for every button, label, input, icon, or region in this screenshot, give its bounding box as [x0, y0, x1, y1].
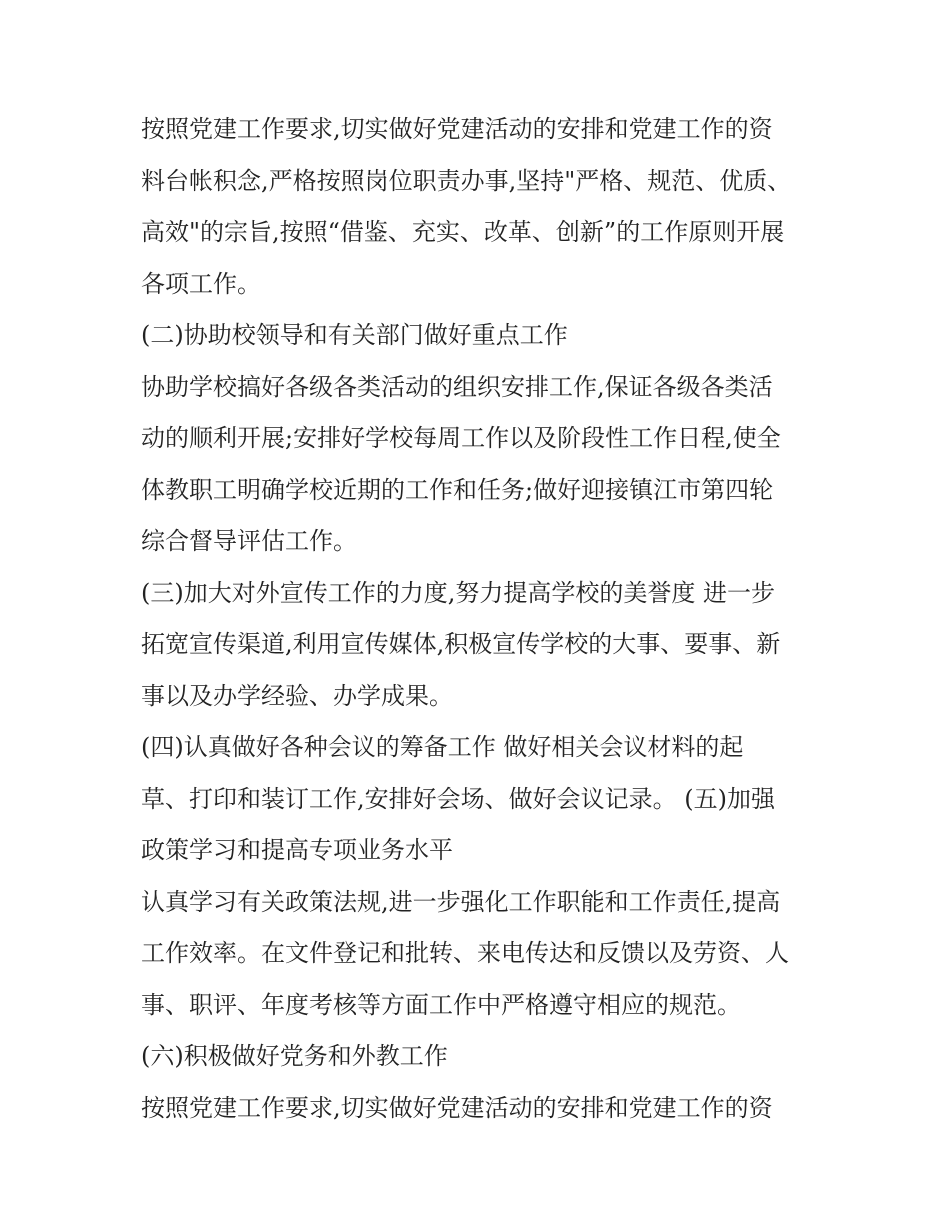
- text-line: 按照党建工作要求,切实做好党建活动的安排和党建工作的资: [141, 1093, 773, 1122]
- document-body: [141, 104, 821, 1134]
- text-line: 政策学习和提高专项业务水平: [141, 836, 453, 864]
- section-heading: (四)认真做好各种会议的筹备工作 做好相关会议材料的起: [141, 733, 744, 761]
- section-heading: (二)协助校领导和有关部门做好重点工作: [141, 321, 568, 349]
- text-line: 认真学习有关政策法规,进一步强化工作职能和工作责任,提高: [141, 887, 781, 916]
- text-line: 高效"的宗旨,按照“借鉴、充实、改革、创新”的工作原则开展: [141, 218, 785, 246]
- text-line: 综合督导评估工作。: [141, 527, 357, 555]
- text-line: 工作效率。在文件登记和批转、来电传达和反馈以及劳资、人: [141, 939, 789, 967]
- text-line: 体教职工明确学校近期的工作和任务;做好迎接镇江市第四轮: [141, 475, 774, 504]
- text-line: 拓宽宣传渠道,利用宣传媒体,积极宣传学校的大事、要事、新: [141, 630, 781, 658]
- text-line: 料台帐积念,严格按照岗位职责办事,坚持"严格、规范、优质、: [141, 166, 792, 195]
- text-line: 事以及办学经验、办学成果。: [141, 681, 453, 710]
- text-line: 按照党建工作要求,切实做好党建活动的安排和党建工作的资: [141, 115, 773, 143]
- section-heading: (六)积极做好党务和外教工作: [141, 1042, 448, 1070]
- section-heading: (三)加大对外宣传工作的力度,努力提高学校的美誉度 进一步: [141, 578, 775, 607]
- text-line: 各项工作。: [141, 269, 261, 298]
- text-line: 协助学校搞好各级各类活动的组织安排工作,保证各级各类活: [141, 372, 773, 401]
- text-line: 动的顺利开展;安排好学校每周工作以及阶段性工作日程,使全: [141, 424, 781, 452]
- text-line: 事、职评、年度考核等方面工作中严格遵守相应的规范。: [141, 990, 741, 1019]
- text-line: 草、打印和装订工作,安排好会场、做好会议记录。 (五)加强: [141, 784, 775, 813]
